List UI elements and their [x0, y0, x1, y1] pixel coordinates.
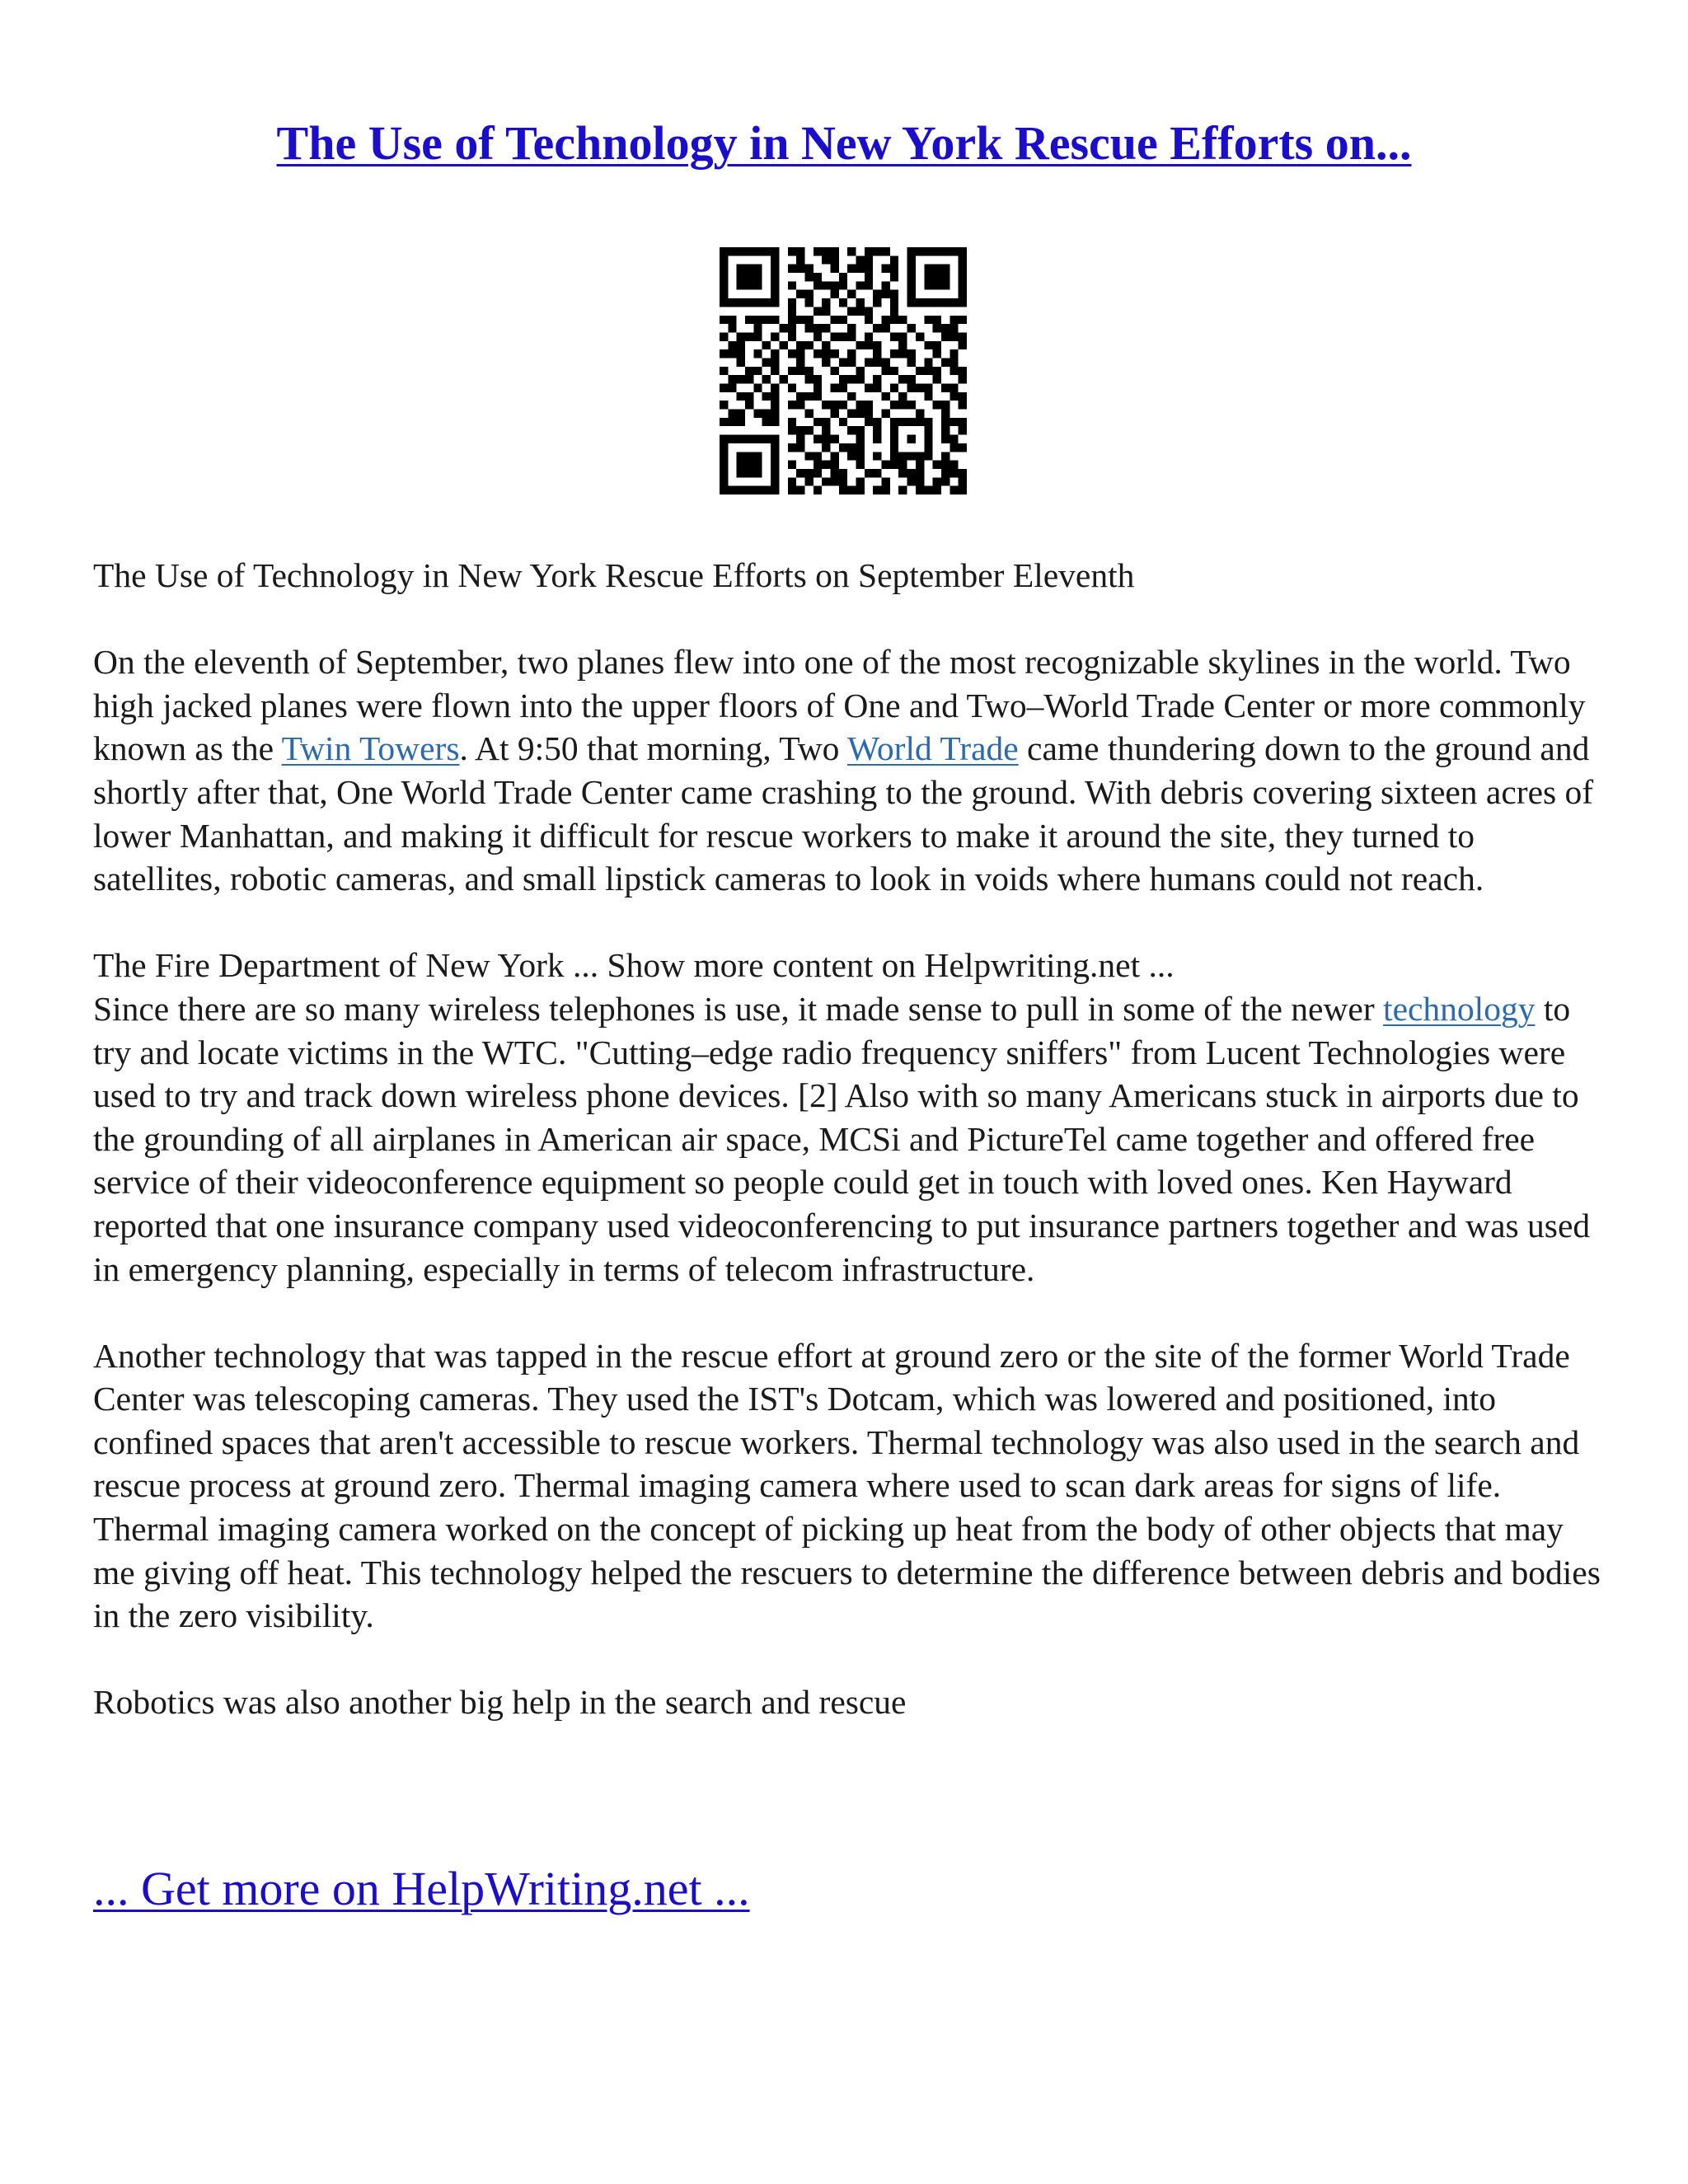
paragraph-5: Robotics was also another big help in the search and rescue	[93, 1683, 907, 1722]
technology-link[interactable]: technology	[1383, 989, 1536, 1028]
paragraph-1	[93, 640, 1601, 901]
paragraph-3-text-b: to try and locate victims in the WTC. "Cutting–edge radio frequency sniffers" from Lucent Technologies were used to try and track down wireless phone devices. [2] Also with so many Americans stuck in airports due to the grounding of all airplanes in American air space, MCSi and PictureTel came together and offered free service of their videoconference equipment so people could get in touch with loved ones. Ken Hayward reported that one insurance company used videoconferencing to put insurance partners together and was used in emergency planning, especially in terms of telecom infrastructure.	[93, 989, 1591, 1288]
get-more-footer	[93, 1859, 750, 1919]
get-more-link[interactable]: ... Get more on HelpWriting.net ...	[93, 1862, 750, 1915]
article-body	[93, 554, 1601, 1724]
title-link[interactable]: The Use of Technology in New York Rescue Efforts on...	[276, 116, 1412, 170]
paragraph-4: Another technology that was tapped in the rescue effort at ground zero or the site of the former World Trade Center was telescoping cameras. They used the IST's Dotcam, which was lowered and positioned, into confined spaces that aren't accessible to rescue workers. Thermal technology was also used in the search and rescue process at ground zero. Thermal imaging camera where used to scan dark areas for signs of life. Thermal imaging camera worked on the concept of picking up heat from the body of other objects that may me giving off heat. This technology helped the rescuers to determine the difference between debris and bodies in the zero visibility.	[93, 1336, 1601, 1635]
qr-code-icon	[720, 247, 967, 494]
paragraph-1-text-c: came thundering down to the ground and shortly after that, One World Trade Center came crashing to the ground. With debris covering sixteen acres of lower Manhattan, and making it difficult for rescue workers to make it around the site, they turned to satellites, robotic cameras, and small lipstick cameras to look in voids where humans could not reach.	[93, 729, 1594, 898]
paragraph-3	[93, 987, 1601, 1291]
paragraph-1-text-b: . At 9:50 that morning, Two	[459, 729, 848, 768]
page-title	[0, 114, 1688, 173]
paragraph-3-text-a: Since there are so many wireless telephones is use, it made sense to pull in some of the newer	[93, 989, 1384, 1028]
paragraph-1-text-a: On the eleventh of September, two planes flew into one of the most recognizable skylines in the world. Two high jacked planes were flown into the upper floors of One and Two–World Trade Center or more commonly known as the	[93, 643, 1586, 768]
article-heading-line: The Use of Technology in New York Rescue Efforts on September Eleventh	[93, 556, 1135, 594]
twin-towers-link[interactable]: Twin Towers	[281, 729, 460, 768]
show-more-line: The Fire Department of New York ... Show more content on Helpwriting.net ...	[93, 946, 1175, 985]
world-trade-link[interactable]: World Trade	[847, 729, 1019, 768]
